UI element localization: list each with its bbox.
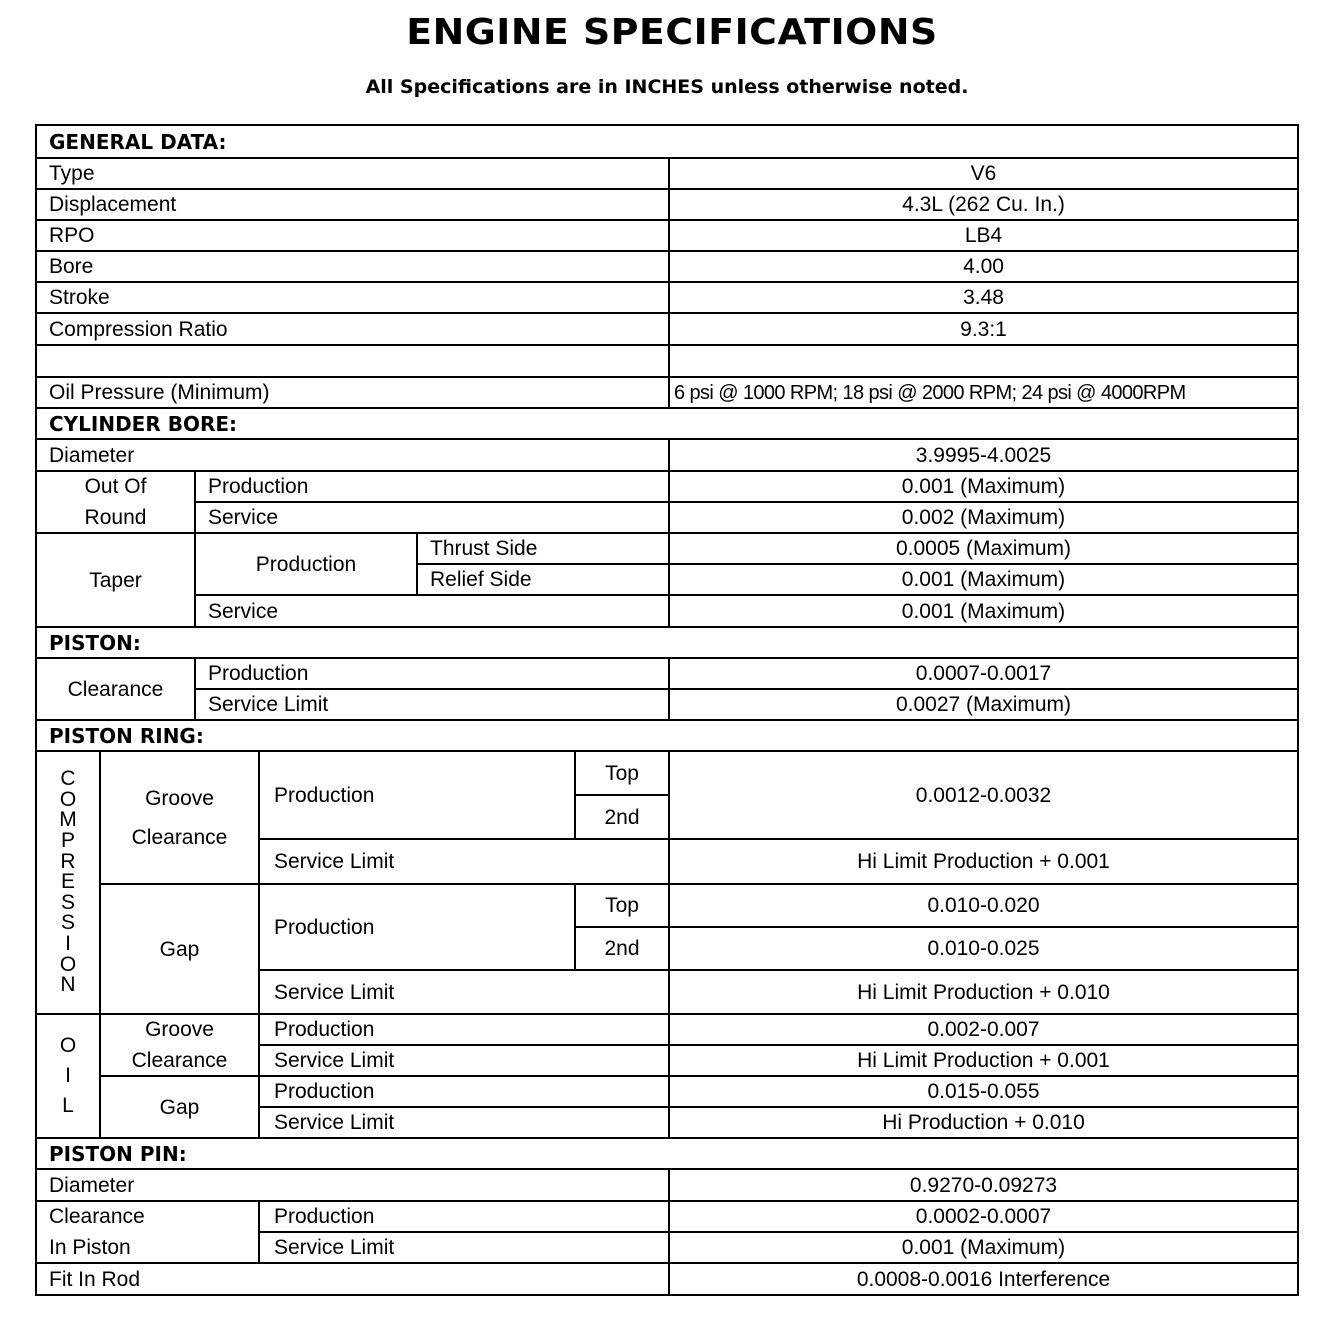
pin-clearance-line2: In Piston (49, 1236, 131, 1259)
compression-ratio-label: Compression Ratio (37, 312, 668, 344)
thrust-side-label: Thrust Side (416, 532, 668, 563)
oor-service-label: Service (194, 501, 668, 532)
pin-diameter-value: 0.9270-0.09273 (668, 1168, 1297, 1200)
oil-gap-label: Gap (99, 1075, 258, 1137)
pin-service-limit-label: Service Limit (258, 1231, 668, 1262)
section-header-general: GENERAL DATA: (49, 129, 227, 154)
bore-label: Bore (37, 250, 668, 281)
empty-row-value (668, 344, 1297, 376)
compression-letter: C (60, 767, 76, 791)
bore-value: 4.00 (668, 250, 1297, 281)
comp-gap-top-value: 0.010-0.020 (668, 883, 1297, 926)
pin-production-label: Production (258, 1200, 668, 1231)
oor-production-value: 0.001 (Maximum) (668, 470, 1297, 501)
taper-service-label: Service (194, 594, 668, 626)
oil-groove-production-value: 0.002-0.007 (668, 1013, 1297, 1044)
pin-service-limit-value: 0.001 (Maximum) (668, 1231, 1297, 1262)
bore-diameter-label: Diameter (37, 438, 668, 470)
oil-groove-clearance-label (99, 1013, 258, 1075)
comp-gap-2nd-value: 0.010-0.025 (668, 926, 1297, 969)
fit-in-rod-value: 0.0008-0.0016 Interference (668, 1262, 1297, 1294)
groove-line2: Clearance (131, 1049, 228, 1072)
fit-in-rod-label: Fit In Rod (37, 1262, 668, 1294)
page-subtitle: All Specifications are in INCHES unless otherwise noted. (365, 76, 969, 98)
compression-letter: M (59, 808, 77, 832)
oil-groove-service-value: Hi Limit Production + 0.001 (668, 1044, 1297, 1075)
oor-production-label: Production (194, 470, 668, 501)
oor-service-value: 0.002 (Maximum) (668, 501, 1297, 532)
oil-gap-service-label: Service Limit (258, 1106, 668, 1137)
compression-letter: N (60, 973, 76, 997)
oil-gap-production-value: 0.015-0.055 (668, 1075, 1297, 1106)
oil-gap-service-value: Hi Production + 0.010 (668, 1106, 1297, 1137)
comp-gap-2nd-label: 2nd (574, 926, 668, 969)
compression-ratio-value: 9.3:1 (668, 312, 1297, 344)
comp-gap-top-label: Top (574, 883, 668, 926)
displacement-value: 4.3L (262 Cu. In.) (668, 188, 1297, 219)
compression-vertical-label (37, 750, 99, 1013)
comp-groove-top-label: Top (574, 750, 668, 794)
section-header-piston-ring: PISTON RING: (37, 719, 1297, 750)
taper-production-label: Production (194, 532, 416, 594)
pin-clearance-line1: Clearance (49, 1205, 145, 1228)
oil-letter: O (59, 1034, 77, 1057)
oil-groove-production-label: Production (258, 1013, 668, 1044)
section-header-piston: PISTON: (37, 626, 1297, 657)
section-header-cylinder-bore: CYLINDER BORE: (37, 407, 1297, 438)
groove-line1: Groove (145, 786, 214, 810)
stroke-value: 3.48 (668, 281, 1297, 312)
type-value: V6 (668, 157, 1297, 188)
oil-gap-production-label: Production (258, 1075, 668, 1106)
comp-groove-production-value: 0.0012-0.0032 (668, 750, 1297, 838)
comp-groove-clearance-label (99, 750, 258, 883)
oil-letter: L (62, 1094, 74, 1117)
compression-letter: P (60, 829, 75, 853)
pin-production-value: 0.0002-0.0007 (668, 1200, 1297, 1231)
bore-diameter-value: 3.9995-4.0025 (668, 438, 1297, 470)
type-label: Type (37, 157, 668, 188)
displacement-label: Displacement (37, 188, 668, 219)
comp-gap-production-label: Production (258, 883, 574, 969)
compression-letter: O (59, 787, 77, 811)
piston-service-limit-value: 0.0027 (Maximum) (668, 688, 1297, 719)
rpo-value: LB4 (668, 219, 1297, 250)
compression-letter: S (60, 911, 75, 935)
compression-letter: E (60, 870, 75, 894)
out-of-round-label (37, 470, 194, 532)
piston-service-limit-label: Service Limit (194, 688, 668, 719)
oil-vertical-label (37, 1013, 99, 1137)
pin-diameter-label: Diameter (37, 1168, 668, 1200)
oil-pressure-label: Oil Pressure (Minimum) (37, 376, 668, 407)
out-of-round-line2: Round (84, 506, 147, 529)
compression-letter: I (65, 931, 71, 955)
piston-clearance-label: Clearance (37, 657, 194, 719)
comp-groove-service-label: Service Limit (258, 838, 668, 883)
stroke-label: Stroke (37, 281, 668, 312)
relief-side-label: Relief Side (416, 563, 668, 594)
comp-gap-service-label: Service Limit (258, 969, 668, 1013)
groove-line2: Clearance (131, 825, 228, 849)
relief-side-value: 0.001 (Maximum) (668, 563, 1297, 594)
comp-groove-production-label: Production (258, 750, 574, 838)
rpo-label: RPO (37, 219, 668, 250)
compression-letter: S (60, 890, 75, 914)
pin-clearance-label (37, 1200, 258, 1262)
spec-table (35, 124, 1299, 1296)
empty-row-label (37, 344, 668, 376)
piston-production-value: 0.0007-0.0017 (668, 657, 1297, 688)
oil-groove-service-label: Service Limit (258, 1044, 668, 1075)
compression-letter: R (60, 849, 76, 873)
comp-gap-label: Gap (99, 883, 258, 1013)
section-header-piston-pin: PISTON PIN: (37, 1137, 1297, 1168)
groove-line1: Groove (145, 1018, 214, 1041)
out-of-round-line1: Out Of (84, 475, 147, 498)
comp-gap-service-value: Hi Limit Production + 0.010 (668, 969, 1297, 1013)
taper-label: Taper (37, 532, 194, 626)
page-title: ENGINE SPECIFICATIONS (406, 12, 938, 53)
oil-letter: I (65, 1064, 71, 1087)
piston-production-label: Production (194, 657, 668, 688)
oil-pressure-value: 6 psi @ 1000 RPM; 18 psi @ 2000 RPM; 24 psi @ 4000RPM (668, 376, 1297, 407)
comp-groove-2nd-label: 2nd (574, 794, 668, 838)
compression-letter: O (59, 952, 77, 976)
thrust-side-value: 0.0005 (Maximum) (668, 532, 1297, 563)
comp-groove-service-value: Hi Limit Production + 0.001 (668, 838, 1297, 883)
taper-service-value: 0.001 (Maximum) (668, 594, 1297, 626)
